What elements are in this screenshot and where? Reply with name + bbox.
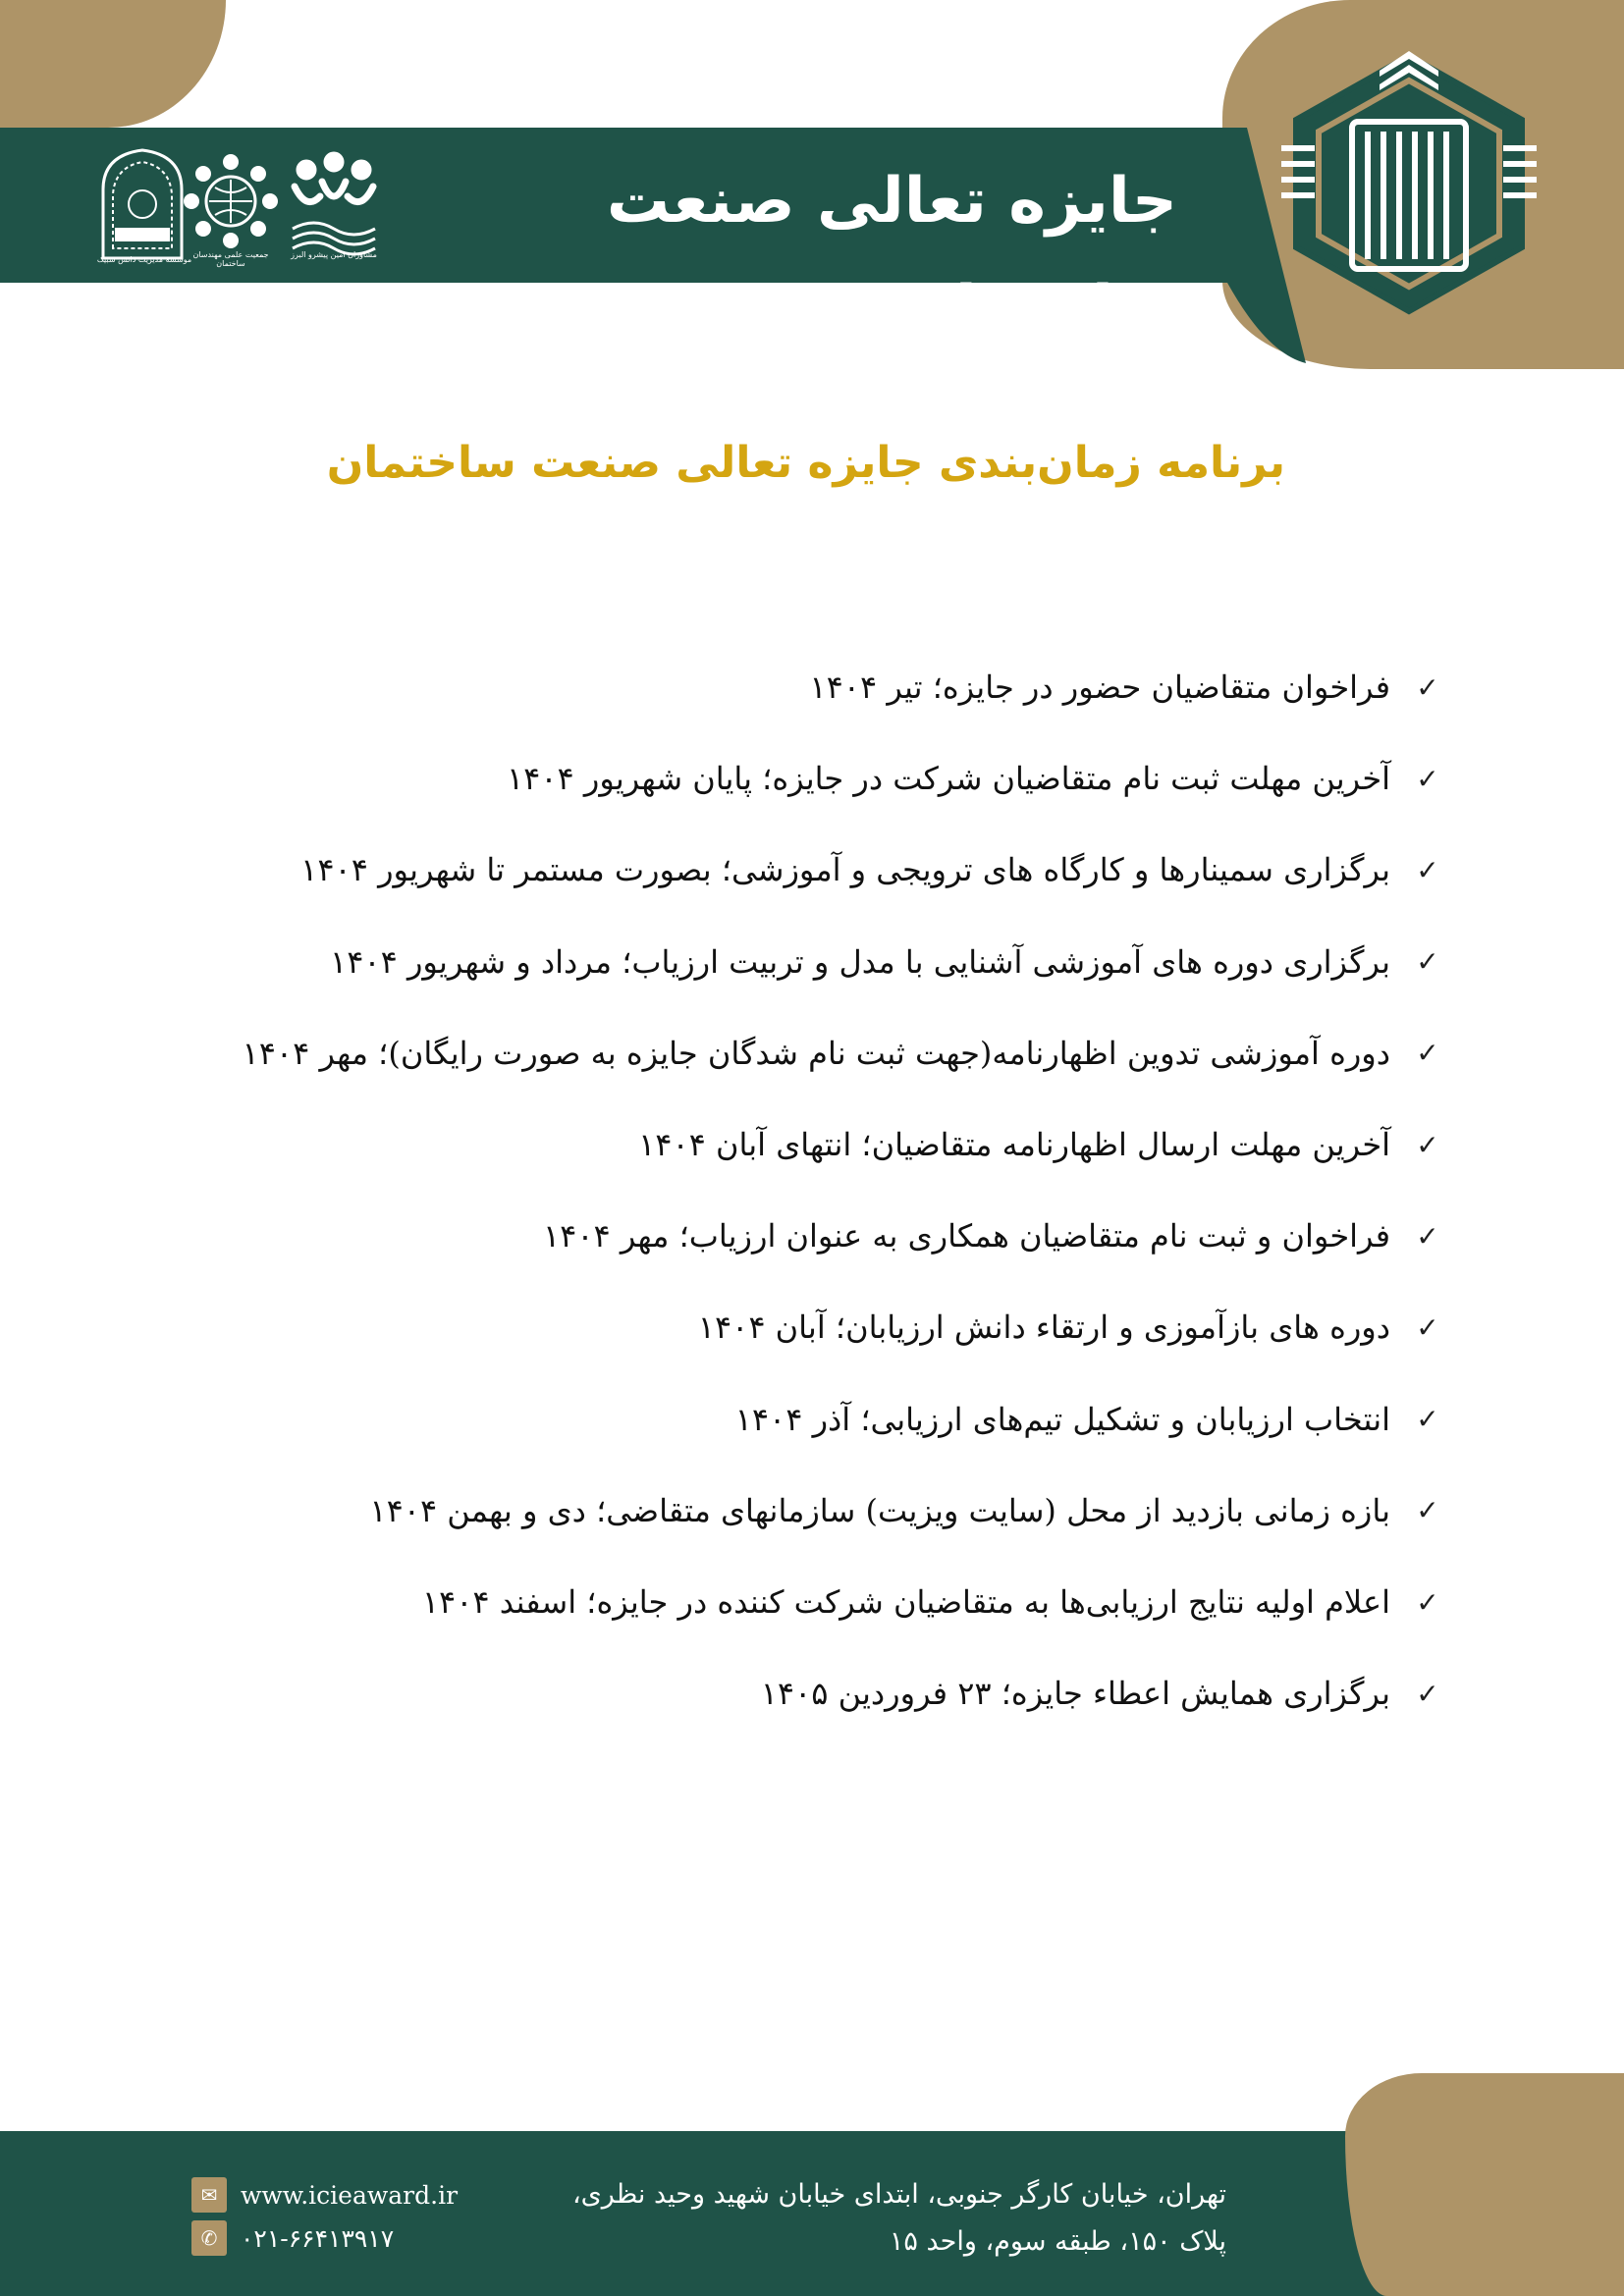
- schedule-item-text: برگزاری همایش اعطاء جایزه؛ ۲۳ فروردین ۱۴۰۵: [760, 1675, 1390, 1713]
- envelope-icon: ✉: [191, 2177, 227, 2213]
- phone-row[interactable]: [191, 2220, 394, 2256]
- partner-caption: جمعیت علمی مهندسان ساختمان: [192, 250, 269, 268]
- page-title: برنامه زمان‌بندی جایزه تعالی صنعت ساختمان: [326, 438, 1285, 488]
- schedule-item: [73, 1664, 1447, 1723]
- checkmark-icon: ✓: [1416, 1310, 1439, 1344]
- checkmark-icon: ✓: [1416, 1403, 1439, 1436]
- schedule-item-text: دوره آموزشی تدوین اظهارنامه(جهت ثبت نام شدگان جایزه به صورت رایگان)؛ مهر ۱۴۰۴: [242, 1034, 1390, 1072]
- schedule-item: [73, 1390, 1447, 1449]
- schedule-item-text: فراخوان متقاضیان حضور در جایزه؛ تیر ۱۴۰۴: [809, 668, 1390, 706]
- schedule-item: [73, 1115, 1447, 1174]
- schedule-item: [73, 1298, 1447, 1357]
- schedule-item-text: آخرین مهلت ارسال اظهارنامه متقاضیان؛ انتهای آبان ۱۴۰۴: [638, 1126, 1390, 1163]
- header-gold-accent-left: [0, 0, 226, 128]
- phone-icon: ✆: [191, 2220, 227, 2256]
- schedule-item: [73, 1573, 1447, 1631]
- checkmark-icon: ✓: [1416, 1037, 1439, 1070]
- website-row[interactable]: [191, 2177, 458, 2213]
- schedule-item: [73, 1206, 1447, 1265]
- schedule-item: [73, 933, 1447, 991]
- schedule-item-text: برگزاری سمینارها و کارگاه های ترویجی و آموزشی؛ بصورت مستمر تا شهریور ۱۴۰۴: [300, 851, 1390, 889]
- header-title: جایزه تعالی صنعت ساختمان: [606, 165, 1177, 346]
- schedule-item-text: انتخاب ارزیابان و تشکیل تیم‌های ارزیابی؛ آذر ۱۴۰۴: [734, 1400, 1390, 1438]
- checkmark-icon: ✓: [1416, 1219, 1439, 1253]
- checkmark-icon: ✓: [1416, 670, 1439, 704]
- sunflower-globe-icon: [182, 147, 280, 265]
- dome-seal-icon: [93, 145, 191, 263]
- checkmark-icon: ✓: [1416, 1128, 1439, 1161]
- checkmark-icon: ✓: [1416, 1494, 1439, 1527]
- schedule-item: [73, 840, 1447, 899]
- schedule-item-text: آخرین مهلت ثبت نام متقاضیان شرکت در جایزه؛ پایان شهریور ۱۴۰۴: [506, 760, 1390, 798]
- checkmark-icon: ✓: [1416, 1585, 1439, 1619]
- people-wave-icon: [285, 147, 383, 265]
- address-line-1: تهران، خیابان کارگر جنوبی، ابتدای خیابان شهید وحید نظری،: [571, 2179, 1226, 2210]
- footer-address: [539, 2171, 1226, 2266]
- phone-number[interactable]: ۰۲۱-۶۶۴۱۳۹۱۷: [241, 2223, 395, 2253]
- checkmark-icon: ✓: [1416, 762, 1439, 795]
- schedule-item-text: اعلام اولیه نتایج ارزیابی‌ها به متقاضیان شرکت کننده در جایزه؛ اسفند ۱۴۰۴: [421, 1583, 1390, 1621]
- partner-caption: موسسه مدیریت دانش شبیک: [96, 255, 192, 264]
- address-line-2: پلاک ۱۵۰، طبقه سوم، واحد ۱۵: [889, 2226, 1226, 2257]
- footer-gold-accent: [1345, 2073, 1624, 2296]
- schedule-item: [73, 1024, 1447, 1083]
- checkmark-icon: ✓: [1416, 945, 1439, 979]
- schedule-item-text: دوره های بازآموزی و ارتقاء دانش ارزیابان؛ آبان ۱۴۰۴: [697, 1308, 1390, 1347]
- schedule-item: [73, 1481, 1447, 1540]
- schedule-item: [73, 658, 1447, 717]
- schedule-item-text: فراخوان و ثبت نام متقاضیان همکاری به عنوان ارزیاب؛ مهر ۱۴۰۴: [542, 1217, 1390, 1255]
- checkmark-icon: ✓: [1416, 1677, 1439, 1710]
- website-link[interactable]: www.icieaward.ir: [241, 2180, 459, 2210]
- checkmark-icon: ✓: [1416, 853, 1439, 886]
- partner-caption: مشاوران امین پیشرو البرز: [291, 250, 377, 259]
- schedule-item: [73, 749, 1447, 808]
- schedule-item-text: بازه زمانی بازدید از محل (سایت ویزیت) سازمانهای متقاضی؛ دی و بهمن ۱۴۰۴: [369, 1491, 1390, 1529]
- schedule-item-text: برگزاری دوره های آموزشی آشنایی با مدل و تربیت ارزیاب؛ مرداد و شهریور ۱۴۰۴: [330, 942, 1390, 981]
- building-emblem-icon: [1281, 41, 1537, 316]
